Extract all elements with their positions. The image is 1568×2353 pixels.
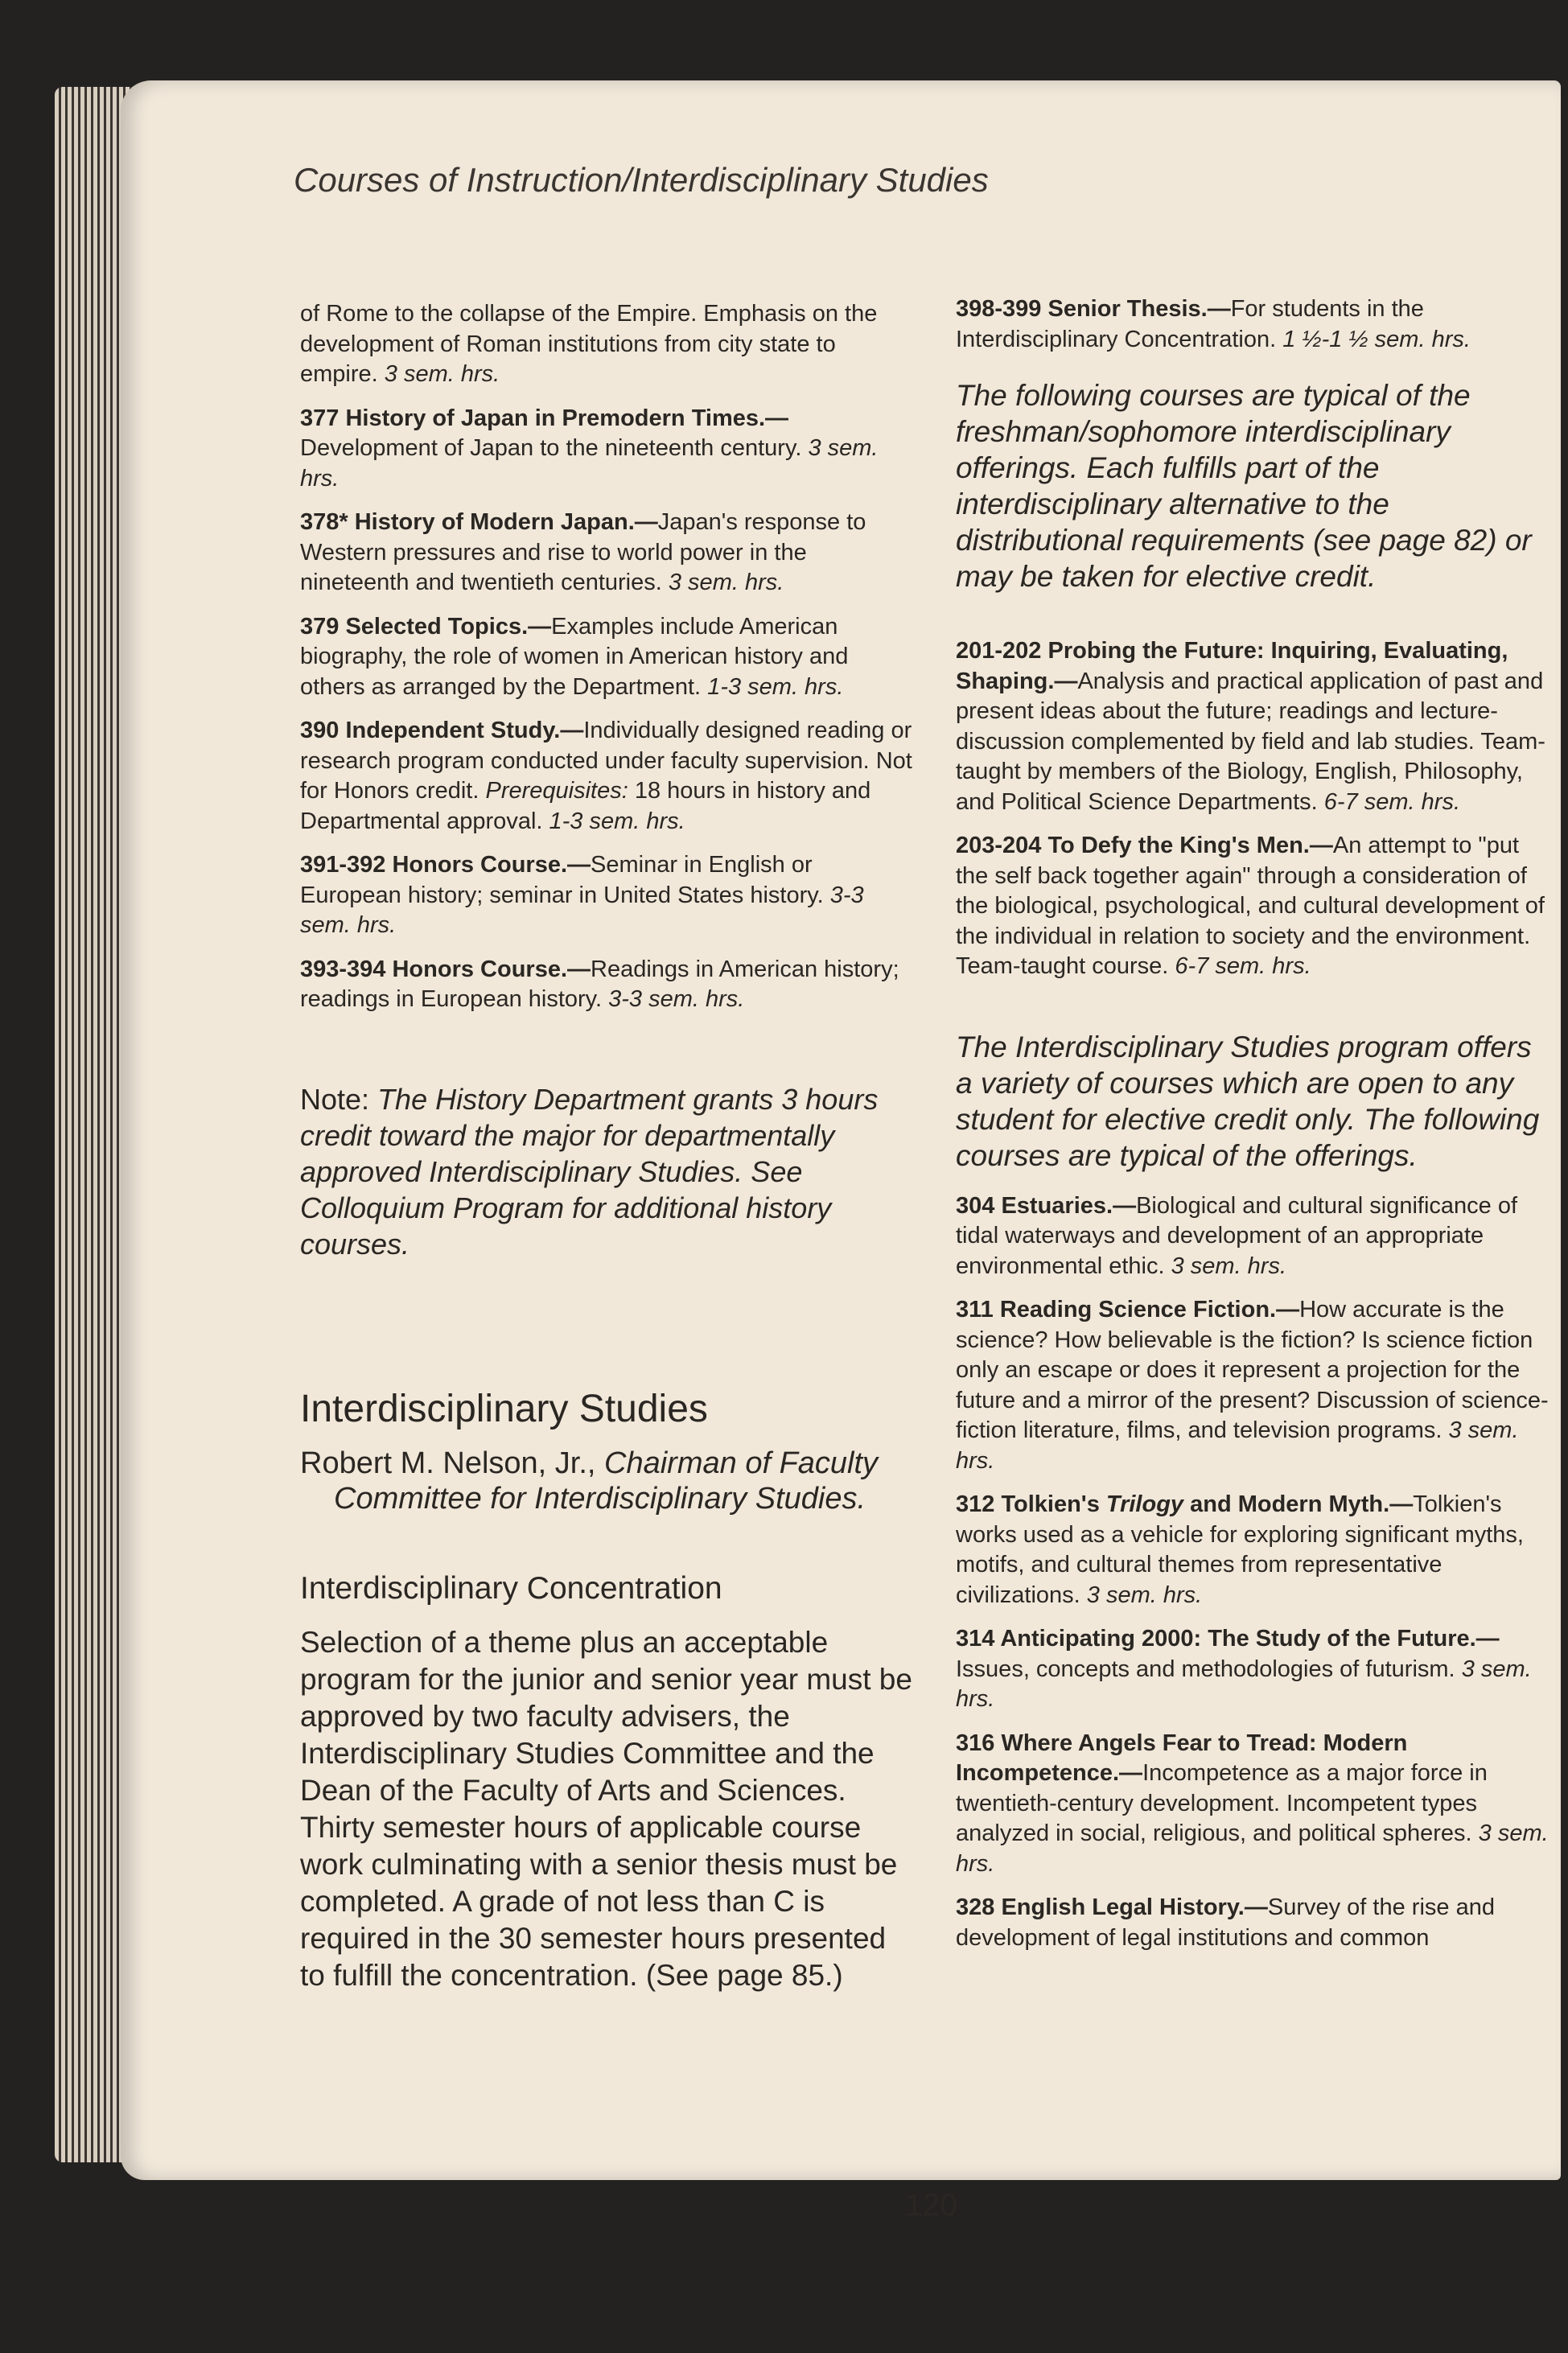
- chair-name: Robert M. Nelson, Jr.,: [300, 1446, 596, 1480]
- course-hours: 3 sem. hrs.: [668, 570, 784, 595]
- course-entry: [956, 831, 1555, 982]
- course-entry: [956, 1893, 1555, 1953]
- course-entry: [300, 299, 913, 390]
- course-entry: [300, 404, 913, 495]
- concentration-description: Selection of a theme plus an acceptable program for the junior and senior year must be approved by two faculty advisers, the Interdisciplinary Studies Committee and the Dean of the Faculty of Arts and Sciences. Thirty semester hours of applicable course work culminating with a senior thesis must be completed. A grade of not less than C is required in the 30 semester hours presented to fulfill the concentration. (See page 85.): [300, 1625, 912, 1992]
- course-entry: [956, 1191, 1555, 1282]
- course-hours: 6-7 sem. hrs.: [1175, 953, 1311, 979]
- course-title-part: 312 Tolkien's: [956, 1491, 1106, 1517]
- course-title: 311 Reading Science Fiction.—: [956, 1297, 1300, 1323]
- course-title: 377 History of Japan in Premodern Times.—: [300, 405, 789, 431]
- course-entry: [300, 508, 913, 599]
- chair-line: [300, 1446, 913, 1516]
- course-title: 328 English Legal History.—: [956, 1894, 1268, 1920]
- course-description: Seminar in English or European history; seminar in United States history.: [300, 852, 824, 908]
- course-description: Individually designed reading or research program conducted under faculty supervision. Not for Honors credit.: [300, 718, 912, 804]
- right-column: [956, 294, 1555, 1967]
- course-description: Readings in American history; readings in European history.: [300, 956, 899, 1012]
- course-title: 378* History of Modern Japan.—: [300, 509, 658, 535]
- course-hours: 3-3 sem. hrs.: [608, 986, 745, 1012]
- intro-paragraph: The following courses are typical of the freshman/sophomore interdisciplinary offerings. Each fulfills part of the interdisciplinary alternative to the distributional requirements (see page 82) or may be taken for elective credit.: [956, 379, 1532, 593]
- course-hours: 3-3 sem. hrs.: [300, 882, 864, 938]
- course-description: Incompetence as a major force in twentieth-century development. Incompetent types analyzed in social, religious, and political spheres.: [956, 1760, 1488, 1846]
- course-hours: 3 sem. hrs.: [1086, 1582, 1203, 1608]
- course-entry: [300, 955, 913, 1015]
- course-description: Tolkien's works used as a vehicle for exploring significant myths, motifs, and cultural themes from representative civilizations.: [956, 1491, 1524, 1608]
- course-title: 398-399 Senior Thesis.—: [956, 296, 1231, 322]
- course-hours: 1-3 sem. hrs.: [707, 673, 844, 700]
- course-hours: 3 sem. hrs.: [1171, 1253, 1287, 1279]
- course-description: An attempt to "put the self back together again" through a consideration of the biological, psychological, and cultural development of the individual in relation to society and the environment. Team-taught course.: [956, 833, 1545, 979]
- course-entry: [956, 294, 1555, 355]
- course-title: 390 Independent Study.—: [300, 718, 584, 743]
- course-description: How accurate is the science? How believable is the fiction? Is science fiction only an escape or does it represent a projection for the future and a mirror of the present? Discussion of science-fiction literature, films, and television programs.: [956, 1297, 1549, 1443]
- course-description: For students in the Interdisciplinary Concentration.: [956, 296, 1424, 352]
- course-hours: 3 sem. hrs.: [956, 1656, 1532, 1712]
- page-number: 120: [905, 2188, 958, 2223]
- course-entry: [956, 636, 1555, 817]
- note-label: Note:: [300, 1082, 370, 1116]
- course-entry: [956, 1729, 1555, 1880]
- history-note: [300, 1081, 913, 1262]
- course-hours: 1-3 sem. hrs.: [549, 808, 685, 834]
- course-title: 316 Where Angels Fear to Tread: Modern Incompetence.—: [956, 1730, 1408, 1786]
- left-column: [300, 299, 913, 1994]
- course-title: 201-202 Probing the Future: Inquiring, Evaluating, Shaping.—: [956, 638, 1508, 694]
- course-title: [956, 1491, 1413, 1517]
- course-hours: 3 sem. hrs.: [956, 1820, 1549, 1877]
- course-entry: [956, 1295, 1555, 1476]
- course-description: of Rome to the collapse of the Empire. Emphasis on the development of Roman institutions from city state to empire.: [300, 301, 878, 387]
- course-entry: [300, 612, 913, 703]
- course-title: 304 Estuaries.—: [956, 1192, 1137, 1219]
- note-text: The History Department grants 3 hours credit toward the major for departmentally approved Interdisciplinary Studies. See Colloquium Program for additional history courses.: [300, 1082, 879, 1261]
- course-title: 393-394 Honors Course.—: [300, 956, 591, 982]
- subsection-title: Interdisciplinary Concentration: [300, 1570, 722, 1606]
- course-title: 314 Anticipating 2000: The Study of the Future.—: [956, 1626, 1500, 1652]
- course-hours: 3 sem. hrs.: [300, 435, 879, 492]
- intro-paragraph: The Interdisciplinary Studies program offers a variety of courses which are open to any student for elective credit only. The following courses are typical of the offerings.: [956, 1030, 1540, 1172]
- course-title: 379 Selected Topics.—: [300, 613, 552, 640]
- course-hours: 6-7 sem. hrs.: [1323, 788, 1461, 815]
- course-description: Survey of the rise and development of legal institutions and common: [956, 1894, 1495, 1951]
- running-header: Courses of Instruction/Interdisciplinary Studies: [294, 161, 989, 199]
- course-title-italic: Trilogy: [1105, 1491, 1184, 1517]
- chair-role: Chairman of Faculty Committee for Interdisciplinary Studies.: [334, 1446, 879, 1516]
- course-hours: 1 ½-1 ½ sem. hrs.: [1282, 326, 1471, 352]
- course-entry: [300, 716, 913, 837]
- section-title: Interdisciplinary Studies: [300, 1387, 708, 1430]
- course-hours: 3 sem. hrs.: [956, 1417, 1519, 1474]
- course-title: 203-204 To Defy the King's Men.—: [956, 833, 1333, 858]
- course-description: Analysis and practical application of past and present ideas about the future; readings and lecture-discussion complemented by field and lab studies. Team-taught by members of the Biology, English, Philosophy, and Political Science Departments.: [956, 668, 1545, 815]
- course-hours: 3 sem. hrs.: [384, 361, 500, 387]
- course-title: 391-392 Honors Course.—: [300, 852, 591, 878]
- course-entry: [956, 1490, 1555, 1610]
- course-description: Issues, concepts and methodologies of futurism.: [956, 1656, 1455, 1682]
- course-description: Biological and cultural significance of tidal waterways and development of an appropriate environmental ethic.: [956, 1192, 1518, 1279]
- course-entry: [956, 1624, 1555, 1715]
- course-description: Examples include American biography, the role of women in American history and others as arranged by the Department.: [300, 613, 849, 700]
- course-title-part: and Modern Myth.—: [1183, 1491, 1414, 1517]
- prerequisites-text: 18 hours in history and Departmental approval.: [300, 778, 871, 834]
- prerequisites-label: Prerequisites:: [485, 778, 628, 804]
- course-description: Japan's response to Western pressures and rise to world power in the nineteenth and twentieth centuries.: [300, 509, 866, 595]
- course-entry: [300, 850, 913, 941]
- course-description: Development of Japan to the nineteenth century.: [300, 435, 802, 461]
